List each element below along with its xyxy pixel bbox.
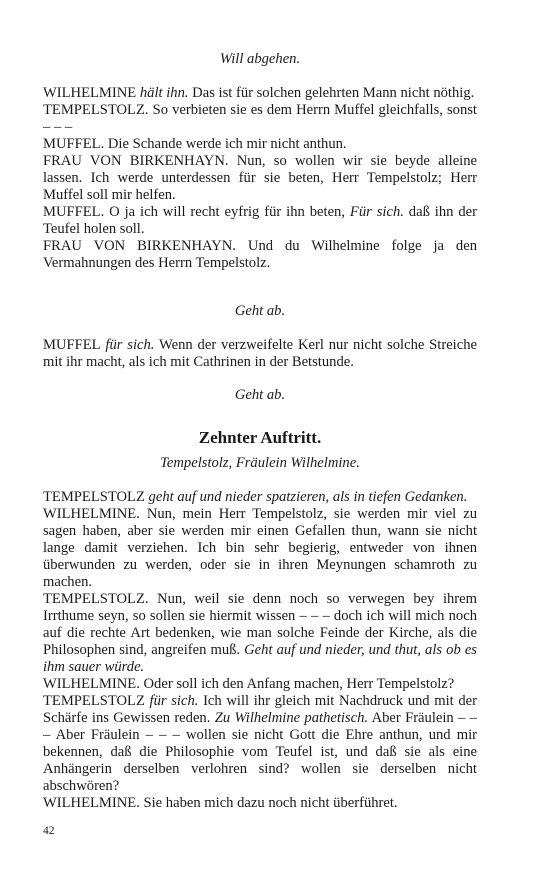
- speaker-name: MUFFEL.: [43, 136, 105, 152]
- inline-stage-direction: für sich.: [100, 337, 155, 353]
- speaker-name: FRAU VON BIRKENHAYN.: [43, 153, 229, 169]
- inline-stage-direction: Geht auf und nieder, und thut, als ob es ihm sauer würde.: [43, 642, 477, 675]
- dialogue-block: [43, 337, 477, 371]
- speech-tempelstolz: [43, 489, 477, 506]
- speech-text: Aber Fräulein – – – Aber Fräulein – – – wollen sie nicht Gott die Ehre anthun, und mir bekennen, daß die Philosophie vom Teufel ist, und daß sie als eine Anhängerin derselben verlohren sind? wollen sie derselben nicht abschwören?: [43, 710, 477, 794]
- speaker-name: MUFFEL.: [43, 204, 105, 220]
- stage-direction: [43, 51, 477, 68]
- inline-stage-direction: Zu Wilhelmine pathetisch.: [214, 710, 369, 726]
- speech-muffel: [43, 204, 477, 238]
- speaker-name: TEMPELSTOLZ: [43, 489, 145, 505]
- speech-wilhelmine: [43, 676, 477, 693]
- speaker-name: TEMPELSTOLZ.: [43, 102, 149, 118]
- speaker-name: WILHELMINE.: [43, 676, 140, 692]
- inline-stage-direction: hält ihn.: [139, 85, 189, 101]
- speaker-name: TEMPELSTOLZ: [43, 693, 145, 709]
- speaker-name: WILHELMINE.: [43, 795, 140, 811]
- inline-stage-direction: Für sich.: [349, 204, 404, 220]
- speech-text: Oder soll ich den Anfang machen, Herr Tempelstolz?: [139, 676, 455, 692]
- speech-wilhelmine: [43, 506, 477, 591]
- speaker-name: WILHELMINE.: [43, 506, 140, 522]
- speech-text: Die Schande werde ich mir nicht anthun.: [104, 136, 347, 152]
- speaker-name: MUFFEL: [43, 337, 101, 353]
- stage-direction: [43, 387, 477, 404]
- scene-characters: [43, 455, 477, 472]
- speech-text: Nun, mein Herr Tempelstolz, sie werden mir viel zu sagen haben, aber sie werden mir einen Gefallen thun, wann sie nicht lange damit verziehen. Ich bin sehr begierig, entweder von ihnen überwunden zu werden, oder sie in ihren Meynungen schamroth zu machen.: [43, 506, 477, 590]
- scene-characters-text: Tempelstolz, Fräulein Wilhelmine.: [160, 455, 360, 471]
- speech-text: daß ihn der Teufel holen soll.: [43, 204, 477, 237]
- scene-title: Zehnter Auftritt.: [198, 428, 322, 447]
- stage-direction-text: Geht ab.: [234, 387, 286, 403]
- speech-tempelstolz: [43, 102, 477, 136]
- speech-text: Und du Wilhelmine folge ja den Vermahnungen des Herrn Tempelstolz.: [43, 238, 477, 271]
- speech-tempelstolz: [43, 591, 477, 676]
- speech-text: So verbieten sie es dem Herrn Muffel gleichfalls, sonst – – –: [43, 102, 477, 135]
- stage-direction: [43, 303, 477, 320]
- speech-text: Nun, weil sie denn noch so verwegen bey ihrem Irrthume seyn, so sollen sie hiermit wissen – – – doch ich will mich noch auf die rechte Art bedenken, wie man solche Feinde der Kirche, als die Philosophen sind, angreifen muß.: [43, 591, 477, 658]
- dialogue-block: [43, 489, 477, 812]
- speaker-name: WILHELMINE: [43, 85, 137, 101]
- inline-stage-direction: für sich.: [144, 693, 199, 709]
- speech-muffel: [43, 337, 477, 371]
- speech-text: O ja ich will recht eyfrig für ihn beten,: [104, 204, 350, 220]
- speech-text: Das ist für solchen gelehrten Mann nicht nöthig.: [188, 85, 475, 101]
- speech-text: Wenn der verzweifelte Kerl nur nicht solche Streiche mit ihr macht, als ich mit Cathrinen in der Betstunde.: [43, 337, 477, 370]
- speaker-name: FRAU VON BIRKENHAYN.: [43, 238, 236, 254]
- speech-text: Nun, so wollen wir sie beyde alleine lassen. Ich werde unterdessen für sie beten, Herr Tempelstolz; Herr Muffel soll mir helfen.: [43, 153, 477, 203]
- speech-muffel: [43, 136, 477, 153]
- speech-frau-von-birkenhayn: [43, 153, 477, 204]
- speaker-name: TEMPELSTOLZ.: [43, 591, 149, 607]
- speech-frau-von-birkenhayn: [43, 238, 477, 272]
- stage-direction-text: Geht ab.: [234, 303, 286, 319]
- inline-stage-direction: geht auf und nieder spatzieren, als in tiefen Gedanken.: [144, 489, 468, 505]
- speech-tempelstolz: [43, 693, 477, 795]
- speech-text: Ich will ihr gleich mit Nachdruck und mit der Schärfe ins Gewissen reden.: [43, 693, 478, 726]
- speech-text: Sie haben mich dazu noch nicht überführet.: [139, 795, 398, 811]
- speech-wilhelmine: [43, 795, 477, 812]
- speech-wilhelmine: [43, 85, 477, 102]
- dialogue-block: [43, 85, 477, 272]
- stage-direction-text: Will abgehen.: [219, 51, 301, 67]
- page-number: 42: [43, 825, 55, 837]
